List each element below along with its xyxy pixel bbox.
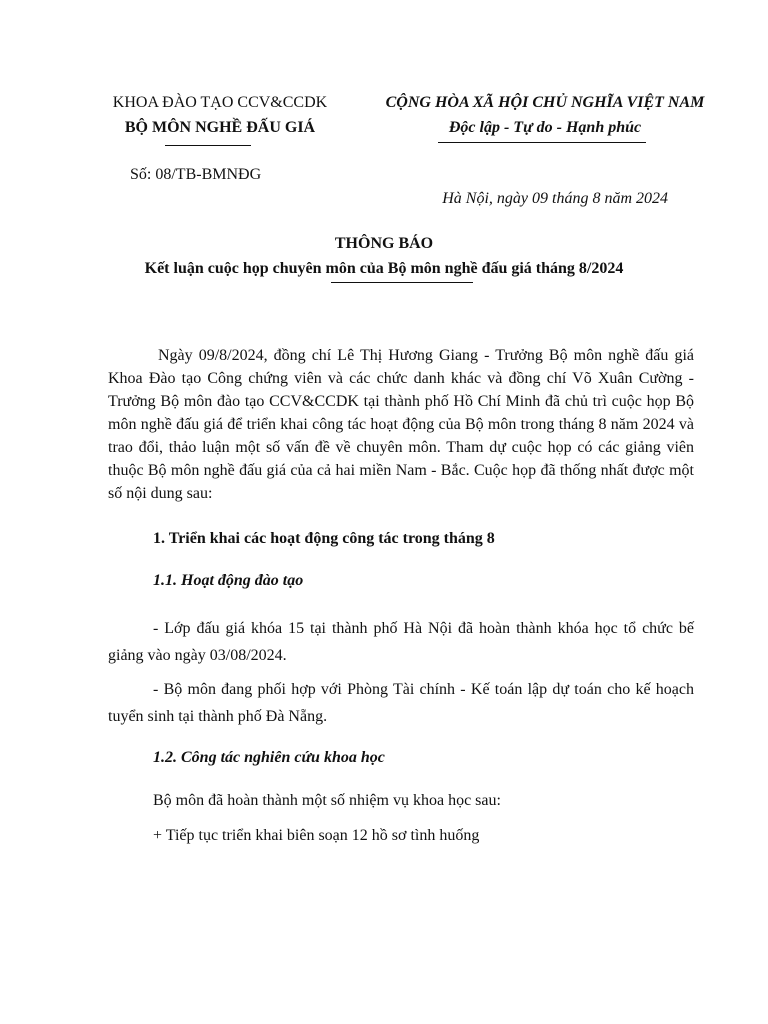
national-title: CỘNG HÒA XÃ HỘI CHỦ NGHĨA VIỆT NAM xyxy=(385,94,705,111)
intro-paragraph: Ngày 09/8/2024, đồng chí Lê Thị Hương Giang - Trưởng Bộ môn nghề đấu giá Khoa Đào tạo Công chứng viên và các chức danh khác và đồng chí Võ Xuân Cường -Trưởng Bộ môn đào tạo CCV&CCDK tại thành phố Hồ Chí Minh đã chủ trì cuộc họp Bộ môn nghề đấu giá để triển khai công tác hoạt động của Bộ môn trong tháng 8 năm 2024 và trao đổi, thảo luận một số vấn đề về chuyên môn. Tham dự cuộc họp có các giảng viên thuộc Bộ môn nghề đấu giá của cả hai miền Nam - Bắc. Cuộc họp đã thống nhất được một số nội dung sau: xyxy=(108,347,694,502)
section-heading-1: 1. Triển khai các hoạt động công tác trong tháng 8 xyxy=(153,530,495,547)
training-item-2: - Bộ môn đang phối hợp với Phòng Tài chính - Kế toán lập dự toán cho kế hoạch tuyển sinh tại thành phố Đà Nẵng. xyxy=(108,681,694,725)
document-number: Số: 08/TB-BMNĐG xyxy=(130,166,262,183)
national-motto: Độc lập - Tự do - Hạnh phúc xyxy=(448,119,642,136)
organization-name: KHOA ĐÀO TẠO CCV&CCDK xyxy=(112,94,328,111)
research-item-1: + Tiếp tục triển khai biên soạn 12 hồ sơ tình huống xyxy=(153,827,480,844)
research-intro: Bộ môn đã hoàn thành một số nhiệm vụ khoa học sau: xyxy=(153,792,501,809)
section-heading-1-2: 1.2. Công tác nghiên cứu khoa học xyxy=(153,749,385,766)
title-underline xyxy=(331,282,473,283)
document-title: THÔNG BÁO xyxy=(334,235,434,252)
section-heading-1-1: 1.1. Hoạt động đào tạo xyxy=(153,572,304,589)
department-name: BỘ MÔN NGHỀ ĐẤU GIÁ xyxy=(124,119,316,136)
department-underline xyxy=(165,145,251,146)
date-line: Hà Nội, ngày 09 tháng 8 năm 2024 xyxy=(442,190,668,207)
motto-underline xyxy=(438,142,646,143)
training-item-1: - Lớp đấu giá khóa 15 tại thành phố Hà Nội đã hoàn thành khóa học tổ chức bế giảng vào ngày 03/08/2024. xyxy=(108,620,694,664)
document-subtitle: Kết luận cuộc họp chuyên môn của Bộ môn nghề đấu giá tháng 8/2024 xyxy=(144,260,624,277)
